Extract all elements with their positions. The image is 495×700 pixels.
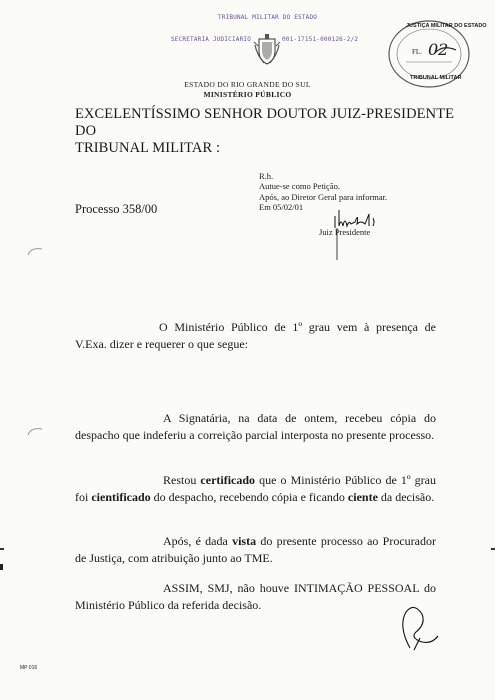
- scan-edge-mark: [0, 564, 3, 570]
- dispatch-line-2: Autue-se como Petição.: [259, 181, 340, 192]
- dispatch-signature-caption: Juiz Presidente: [319, 227, 371, 237]
- folio-label: FL.: [412, 48, 422, 56]
- coat-of-arms-icon: [253, 33, 281, 66]
- p3-bold-ciente: ciente: [347, 490, 378, 504]
- p4-text-c: do presente processo ao Procurador de Justiça, com atribuição junto ao TME.: [75, 534, 436, 565]
- paragraph-3: [75, 472, 436, 506]
- registry-stamp-left: SECRETARIA JUDICIARIO: [171, 36, 252, 43]
- scan-edge-mark: [0, 548, 4, 550]
- paragraph-4: [75, 533, 436, 567]
- process-number: Processo 358/00: [75, 202, 158, 216]
- author-signature-icon: [392, 598, 442, 654]
- state-name: ESTADO DO RIO GRANDE DO SUL: [184, 80, 311, 89]
- ministry-name: MINISTÉRIO PÚBLICO: [203, 90, 292, 99]
- p3-bold-certificado: certificado: [200, 473, 256, 487]
- p3-text-a: Restou: [163, 473, 201, 487]
- dispatch-line-1: R.h.: [259, 171, 274, 181]
- p4-bold-vista: vista: [232, 534, 257, 548]
- salutation-line-1: EXCELENTÍSSIMO SENHOR DOUTOR JUIZ-PRESIDENTE DO: [75, 106, 455, 139]
- p3-text-e: do despacho, recebendo cópia e ficando: [150, 490, 348, 504]
- folio-stamp-bottom-text: TRIBUNAL MILITAR: [410, 75, 462, 81]
- p3-text-c: que o Ministério Público de 1º grau foi: [75, 473, 436, 504]
- salutation-line-2: TRIBUNAL MILITAR :: [75, 140, 221, 156]
- scan-edge-mark: [491, 548, 495, 550]
- p3-text-g: da decisão.: [377, 490, 435, 504]
- court-stamp-line: TRIBUNAL MILITAR DO ESTADO: [218, 14, 318, 21]
- hole-punch-top-icon: [27, 246, 43, 256]
- hole-punch-bottom-icon: [27, 426, 43, 436]
- paragraph-2: A Signatária, na data de ontem, recebeu cópia do despacho que indeferiu a correição parcial interposta no presente processo.: [75, 411, 436, 442]
- folio-stamp-top-text: JUSTIÇA MILITAR DO ESTADO: [406, 23, 487, 29]
- p4-text-a: Após, é dada: [163, 534, 233, 548]
- form-code: MP 016: [20, 665, 38, 671]
- registry-stamp-right: 001-17151-000126-2/2: [282, 36, 359, 43]
- folio-stamp: [386, 18, 487, 90]
- dispatch-line-3: Após, ao Diretor Geral para informar.: [259, 191, 388, 202]
- paragraph-1: O Ministério Público de 1º grau vem à presença de V.Exa. dizer e requerer o que segue:: [75, 320, 436, 351]
- salutation: [75, 106, 475, 157]
- paragraph-5: ASSIM, SMJ, não houve INTIMAÇÃO PESSOAL do Ministério Público da referida decisão.: [75, 581, 436, 612]
- dispatch-line-4: Em 05/02/01: [259, 202, 304, 213]
- p3-bold-cientificado: cientificado: [91, 490, 151, 504]
- folio-number: 02: [428, 40, 449, 59]
